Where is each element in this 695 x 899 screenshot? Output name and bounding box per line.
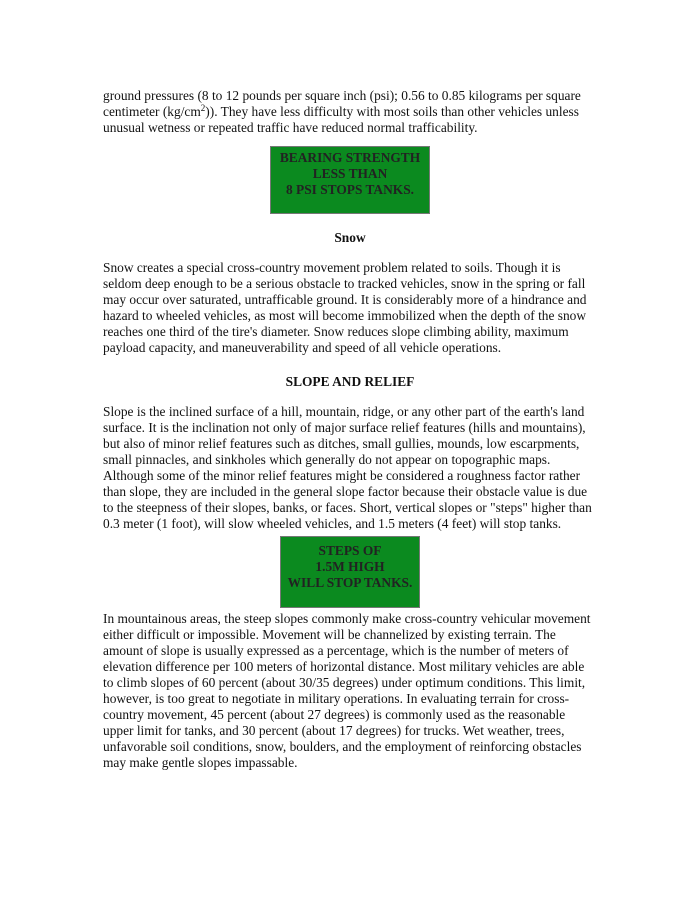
callout-line: STEPS OF (318, 543, 382, 558)
callout-line: WILL STOP TANKS. (287, 575, 413, 590)
slope-relief-heading: SLOPE AND RELIEF (285, 374, 415, 389)
callout-line: BEARING STRENGTH (279, 150, 421, 165)
bearing-strength-callout (270, 146, 430, 214)
callout-line: 1.5M HIGH (315, 559, 385, 574)
document-page (103, 88, 597, 771)
snow-paragraph: Snow creates a special cross-country movement problem related to soils. Though it is seldom deep enough to be a serious obstacle to tracked vehicles, snow in the spring or fall may occur over saturated, untrafficable ground. It is considerably more of a hindrance and hazard to wheeled vehicles, as most will become immobilized when the depth of the snow reaches one third of the tire's diameter. Snow reduces slope climbing ability, maximum payload capacity, and maneuverability and speed of all vehicle operations. (103, 260, 587, 355)
callout-line: 8 PSI STOPS TANKS. (285, 182, 414, 197)
intro-text-end: )). They have less difficulty with most soils than other vehicles unless unusual wetness or repeated traffic have reduced normal trafficability. (103, 104, 579, 135)
steps-callout (280, 536, 420, 608)
mountain-paragraph: In mountainous areas, the steep slopes commonly make cross-country vehicular movement either difficult or impossible. Movement will be channelized by existing terrain. The amount of slope is usually expressed as a percentage, which is the number of meters of elevation difference per 100 meters of horizontal distance. Most military vehicles are able to climb slopes of 60 percent (about 30/35 degrees) under optimum conditions. This limit, however, is too great to negotiate in military operations. In evaluating terrain for cross-country movement, 45 percent (about 27 degrees) is commonly used as the reasonable upper limit for tanks, and 30 percent (about 17 degrees) for trucks. Wet weather, trees, unfavorable soil conditions, snow, boulders, and the employment of reinforcing obstacles may make gentle slopes impassable. (103, 611, 591, 770)
intro-paragraph (103, 88, 597, 136)
callout-line: LESS THAN (312, 166, 388, 181)
slope-paragraph: Slope is the inclined surface of a hill, mountain, ridge, or any other part of the earth's land surface. It is the inclination not only of major surface relief features (hills and mountains), but also of minor relief features such as ditches, small gullies, mounds, low escarpments, small pinnacles, and sinkholes which generally do not appear on topographic maps. Although some of the minor relief features might be considered a roughness factor rather than slope, they are included in the general slope factor because their obstacle value is due to the steepness of their slopes, banks, or faces. Short, vertical slopes or "steps" higher than 0.3 meter (1 foot), will slow wheeled vehicles, and 1.5 meters (4 feet) will stop tanks. (103, 404, 592, 531)
superscript-exponent: 2 (200, 103, 206, 113)
intro-text-start: ground pressures (8 to 12 pounds per square inch (psi); 0.56 to 0.85 kilograms per square centimeter (kg/cm (103, 88, 581, 119)
snow-heading: Snow (334, 230, 366, 245)
